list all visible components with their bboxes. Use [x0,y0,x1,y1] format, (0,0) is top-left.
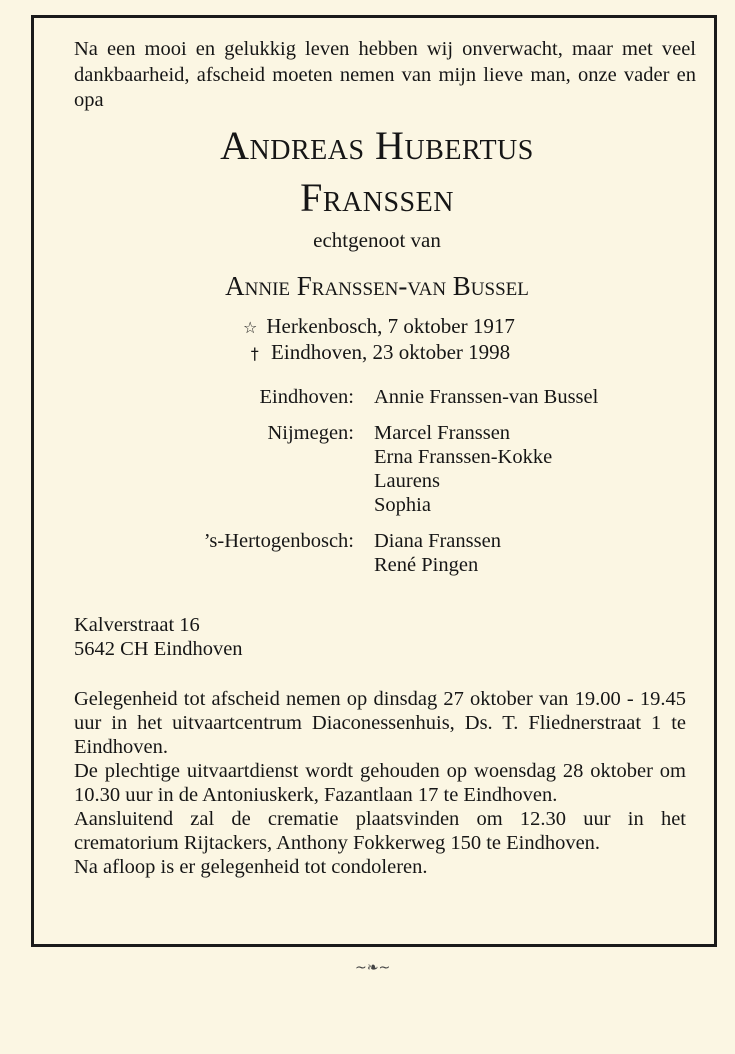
cross-icon: † [250,344,259,363]
family-members [374,385,720,409]
family-group [34,529,720,577]
notice-paragraph: Na afloop is er gelegenheid tot condoleren. [74,856,428,878]
notice-paragraph: De plechtige uitvaartdienst wordt gehouden op woensdag 28 oktober om 10.30 uur in de Antoniuskerk, Fazantlaan 17 te Eindhoven. [74,760,686,806]
ornament-mark: ~❧~ [355,960,391,976]
family-member: Annie Franssen-van Bussel [374,386,599,408]
life-dates [34,314,720,366]
family-member: Sophia [374,494,431,516]
family-list [34,385,720,589]
notice-paragraph: Aansluitend zal de crematie plaatsvinden om 12.30 uur in het crematorium Rijtackers, Anthony Fokkerweg 150 te Eindhoven. [74,808,686,854]
family-place: Eindhoven: [259,386,354,408]
family-member: Erna Franssen-Kokke [374,446,553,468]
birth-line [34,314,720,340]
birth-text: Herkenbosch, 7 oktober 1917 [266,314,515,338]
family-place: Nijmegen: [267,422,354,444]
family-member: Marcel Franssen [374,422,511,444]
family-members [374,529,720,577]
death-notice-card [31,15,717,947]
deceased-given-names: Andreas Hubertus [220,123,534,168]
family-group [34,421,720,517]
funeral-notices [74,687,686,879]
death-text: Eindhoven, 23 oktober 1998 [271,340,511,364]
deceased-surname: Franssen [300,175,454,220]
family-group [34,385,720,409]
address-street: Kalverstraat 16 [74,614,200,636]
spouse-name: Annie Franssen-van Bussel [225,271,529,301]
spouse-lead-text: echtgenoot van [313,228,441,252]
family-member: Diana Franssen [374,530,501,552]
death-line [34,340,720,366]
star-icon: ☆ [242,318,258,337]
address-postal-city: 5642 CH Eindhoven [74,638,243,660]
address [74,613,243,661]
family-members [374,421,720,517]
family-member: René Pingen [374,554,479,576]
intro-text: Na een mooi en gelukkig leven hebben wij onverwacht, maar met veel dankbaarheid, afscheid moeten nemen van mijn lieve man, onze vader en opa [74,38,696,111]
family-place: ’s-Hertogenbosch: [203,530,354,552]
family-member: Laurens [374,470,441,492]
notice-paragraph: Gelegenheid tot afscheid nemen op dinsdag 27 oktober van 19.00 - 19.45 uur in het uitvaartcentrum Diaconessenhuis, Ds. T. Fliednerstraat 1 te Eindhoven. [74,688,686,758]
